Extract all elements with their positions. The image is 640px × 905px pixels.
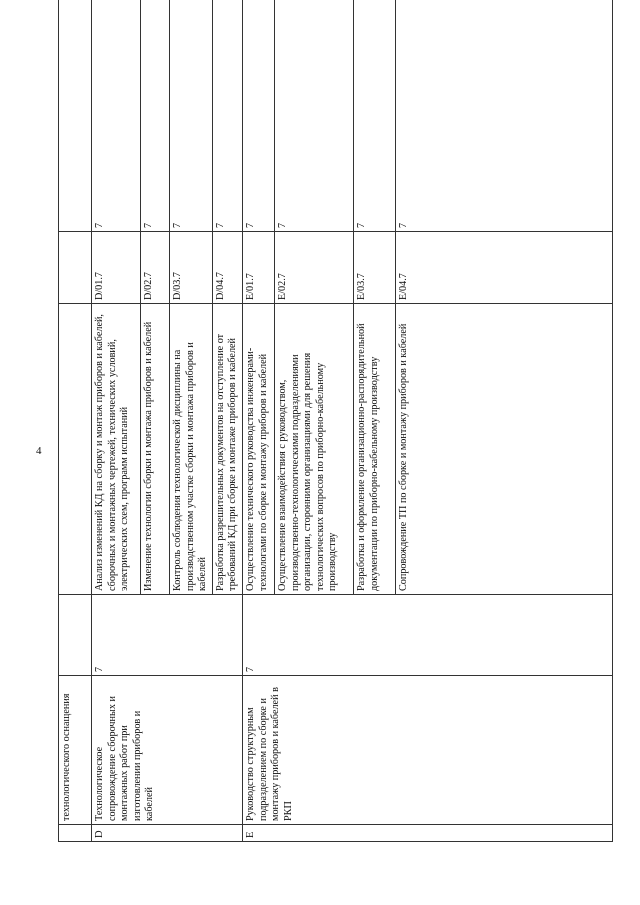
function-text: Осуществление технического руководства инженерами-технологами по сборке и монтажу приборов и кабелей (244, 347, 269, 591)
function-level: 7 (244, 222, 256, 228)
cell-empty (59, 0, 92, 232)
cell-function-text (92, 304, 141, 595)
cell-group-name (92, 676, 243, 825)
cell-function-level (353, 0, 395, 232)
function-text: Разработка и оформление организационно-распорядительной документации по приборно-кабельному производству (355, 323, 380, 591)
cell-function-code (92, 232, 141, 304)
cell-function-text (170, 304, 213, 595)
table-row (242, 0, 274, 842)
function-text: Контроль соблюдения технологической дисциплины на производственном участке сборки и монтажа приборов и кабелей (172, 342, 209, 591)
cell-function-text (353, 304, 395, 595)
function-text: Изменение технологии сборки и монтажа приборов и кабелей (143, 321, 154, 591)
group-level: 7 (244, 666, 256, 672)
cell-group-name (242, 676, 612, 825)
function-level: 7 (143, 222, 154, 228)
function-code: E/03.7 (355, 273, 367, 300)
function-text: Разработка разрешительных документов на отступление от требований КД при сборке и монтаже приборов и кабелей (214, 333, 239, 591)
cell-empty (59, 595, 92, 676)
group-code: D (94, 830, 105, 838)
cell-group-code (242, 825, 612, 842)
cell-function-text (141, 304, 170, 595)
function-code: E/04.7 (397, 273, 409, 300)
cell-function-code (274, 232, 353, 304)
group-name: Технологическое сопровождение сборочных и монтажных работ при изготовлении приборов и кабелей (94, 696, 156, 821)
cell-code-empty (59, 825, 92, 842)
group-level: 7 (94, 666, 105, 672)
table-row (92, 0, 141, 842)
continued-function-text: технологического оснащения (61, 693, 72, 821)
rotated-table-wrapper (58, 0, 613, 842)
cell-group-code (92, 825, 243, 842)
cell-function-text (242, 304, 274, 595)
cell-function-code (353, 232, 395, 304)
function-code: E/01.7 (244, 273, 256, 300)
group-name: Руководство структурным подразделением по сборке и монтажу приборов и кабелей в РКП (244, 687, 294, 821)
function-code: D/02.7 (143, 271, 154, 300)
cell-function-code (395, 232, 612, 304)
function-level: 7 (172, 222, 183, 228)
cell-function-code (170, 232, 213, 304)
cell-function-level (170, 0, 213, 232)
function-level: 7 (214, 222, 226, 228)
function-text: Осуществление взаимодействия с руководством, производственно-технологическими подразделениями организации, сторонними организациями для решения технологических вопросов по приборно-кабельному производству (276, 352, 339, 591)
cell-function-code (141, 232, 170, 304)
table-row-continued (59, 0, 92, 842)
function-code: D/01.7 (94, 271, 105, 300)
function-text: Сопровождение ТП по сборке и монтажу приборов и кабелей (397, 323, 409, 591)
function-level: 7 (355, 222, 367, 228)
cell-group-level (242, 595, 612, 676)
cell-generalized-function-continued (59, 676, 92, 825)
cell-function-code (212, 232, 242, 304)
cell-function-text (274, 304, 353, 595)
function-code: E/02.7 (276, 273, 288, 300)
function-code: D/04.7 (214, 271, 226, 300)
cell-function-level (242, 0, 274, 232)
group-code: E (244, 831, 256, 838)
functions-table (58, 0, 613, 842)
cell-function-level (274, 0, 353, 232)
cell-function-level (395, 0, 612, 232)
function-code: D/03.7 (172, 271, 183, 300)
function-level: 7 (276, 222, 288, 228)
cell-function-code (242, 232, 274, 304)
cell-function-text (395, 304, 612, 595)
function-text: Анализ изменений КД на сборку и монтаж приборов и кабелей, сборочных и монтажных чертежей, технических условий, электрических схем, программ испытаний (94, 314, 131, 591)
page-number: 4 (36, 445, 42, 457)
function-level: 7 (397, 222, 409, 228)
cell-function-level (92, 0, 141, 232)
cell-empty (59, 304, 92, 595)
cell-empty (59, 232, 92, 304)
cell-function-text (212, 304, 242, 595)
cell-function-level (141, 0, 170, 232)
cell-function-level (212, 0, 242, 232)
function-level: 7 (94, 222, 105, 228)
cell-group-level (92, 595, 243, 676)
